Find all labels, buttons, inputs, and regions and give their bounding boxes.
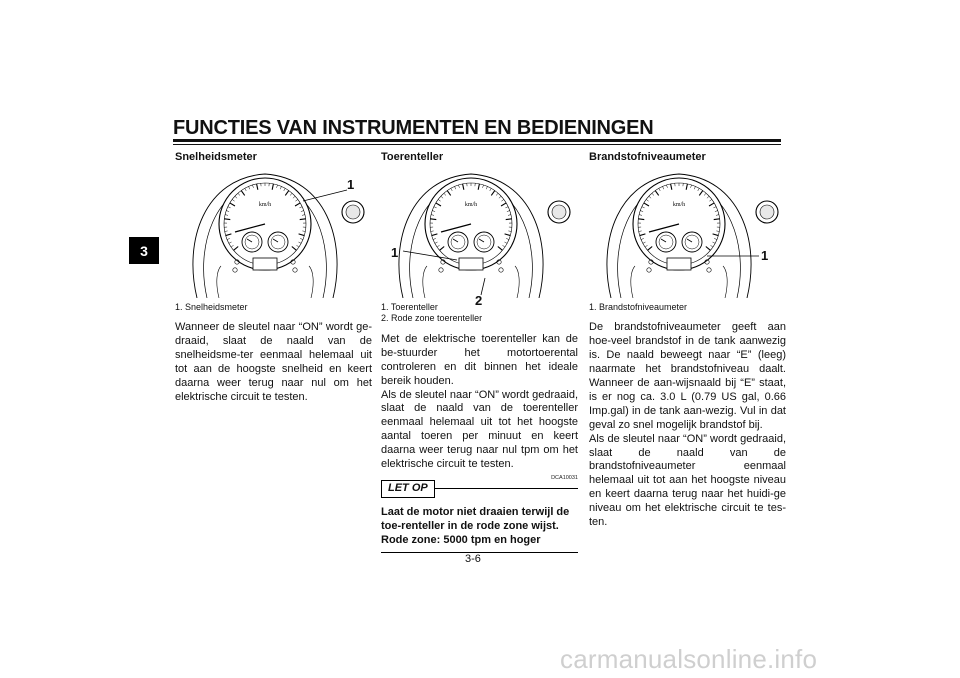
- callout-number: 2: [475, 292, 483, 308]
- unit-label: km/h: [464, 201, 478, 208]
- caution-line: Rode zone: 5000 tpm en hoger: [381, 533, 541, 546]
- section-heading: Toerenteller: [381, 151, 444, 163]
- unit-label: km/h: [672, 201, 686, 208]
- body-text: [175, 321, 372, 404]
- section-heading: Brandstofniveaumeter: [589, 151, 706, 163]
- callout-line: [303, 190, 347, 201]
- chapter-tab: 3: [129, 237, 159, 264]
- indicator-light: [647, 268, 651, 272]
- housing-line: [631, 266, 635, 298]
- title-rule-thick: [173, 139, 781, 142]
- knob-center: [346, 205, 360, 219]
- housing-line: [423, 266, 427, 298]
- figure-captions: [589, 302, 786, 314]
- knob-center: [552, 205, 566, 219]
- paragraph: Als de sleutel naar “ON” wordt gedraaid, slaat de naald van de brandstofniveaumeter eenmaal helemaal uit tot aan het hoogste niveau en keert daarna terug naar het huidi-ge niveau om het elektrische circuit te tes-ten.: [589, 432, 786, 529]
- dial-tick: [430, 219, 436, 220]
- housing-line: [723, 266, 727, 298]
- paragraph: Als de sleutel naar “ON” wordt gedraaid, slaat de naald van de toerenteller eenmaal helemaal uit tot het hoogste aantal toeren per minuut en keert daarna weer terug naar nul tpm om het elektrische circuit te testen.: [381, 388, 578, 471]
- fuel-gauge-illustration: [589, 170, 786, 298]
- dial-tick: [714, 219, 720, 220]
- paragraph: Wanneer de sleutel naar “ON” wordt ge-draaid, slaat de naald van de snelheidsme-ter eenmaal helemaal uit tot aan de hoogste snelheid en keert daarna weer terug naar nul om het elektrische circuit te testen.: [175, 321, 372, 403]
- housing-line: [217, 266, 221, 298]
- instrument-cluster-drawing: [589, 170, 786, 298]
- indicator-light: [233, 268, 237, 272]
- paragraph: Met de elektrische toerenteller kan de be-stuurder het motortoerental controleren en dit binnen het ideale bereik houden.: [381, 332, 578, 387]
- caution-line: Laat de motor niet draaien terwijl de toe-renteller in de rode zone wijst.: [381, 505, 570, 532]
- caution-label: LET OP: [381, 480, 435, 498]
- callout-number: 1: [761, 247, 769, 263]
- instrument-cluster: [193, 174, 364, 298]
- section-heading: Snelheidsmeter: [175, 151, 257, 163]
- instrument-cluster: [607, 174, 778, 298]
- callout-number: 1: [391, 244, 399, 260]
- section-fuel-gauge: [589, 151, 786, 530]
- caution-rule: [435, 488, 578, 489]
- body-text: [381, 333, 578, 472]
- figure-caption: 2. Rode zone toerenteller: [381, 313, 483, 324]
- paragraph: De brandstofniveaumeter geeft aan hoe-veel brandstof in de tank aanwezig is. De naald beweegt naar “E” (leeg) naarmate het brandstofniveau daalt. Wanneer de aan-wijsnaald bij “E” staat, is er nog ca. 3.0 L (0.79 US gal, 0.66 Imp.gal) in de tank aan-wezig. Vul in dat geval zo snel mogelijk brandstof bij.: [589, 321, 786, 431]
- indicator-light: [707, 268, 711, 272]
- section-speedometer: [175, 151, 372, 405]
- knob-center: [760, 205, 774, 219]
- indicator-light: [439, 268, 443, 272]
- lcd-display: [253, 258, 277, 270]
- figure-caption: 1. Snelheidsmeter: [175, 301, 248, 312]
- instrument-cluster-drawing: [381, 170, 578, 298]
- indicator-light: [499, 268, 503, 272]
- figure-captions: [175, 302, 372, 314]
- caution-banner: [381, 480, 578, 498]
- page-number: 3-6: [465, 553, 481, 565]
- notice-id: DCA10031: [551, 474, 578, 481]
- watermark: carmanualsonline.info: [560, 644, 818, 674]
- dial-tick: [300, 219, 306, 220]
- page-title: FUNCTIES VAN INSTRUMENTEN EN BEDIENINGEN: [173, 117, 654, 139]
- housing-line: [309, 266, 313, 298]
- dial-tick: [224, 219, 230, 220]
- housing-line: [515, 266, 519, 298]
- callout-number: 1: [347, 176, 355, 192]
- unit-label: km/h: [258, 201, 272, 208]
- dial-tick: [506, 219, 512, 220]
- instrument-cluster-drawing: [175, 170, 372, 298]
- lcd-display: [459, 258, 483, 270]
- speedometer-illustration: [175, 170, 372, 298]
- figure-caption: 1. Toerenteller: [381, 301, 438, 312]
- dial-tick: [638, 219, 644, 220]
- title-rule-thin: [173, 144, 781, 145]
- section-tachometer: [381, 151, 578, 553]
- indicator-light: [293, 268, 297, 272]
- figure-caption: 1. Brandstofniveaumeter: [589, 301, 688, 312]
- body-text: [589, 321, 786, 530]
- caution-text: [381, 506, 578, 552]
- lcd-display: [667, 258, 691, 270]
